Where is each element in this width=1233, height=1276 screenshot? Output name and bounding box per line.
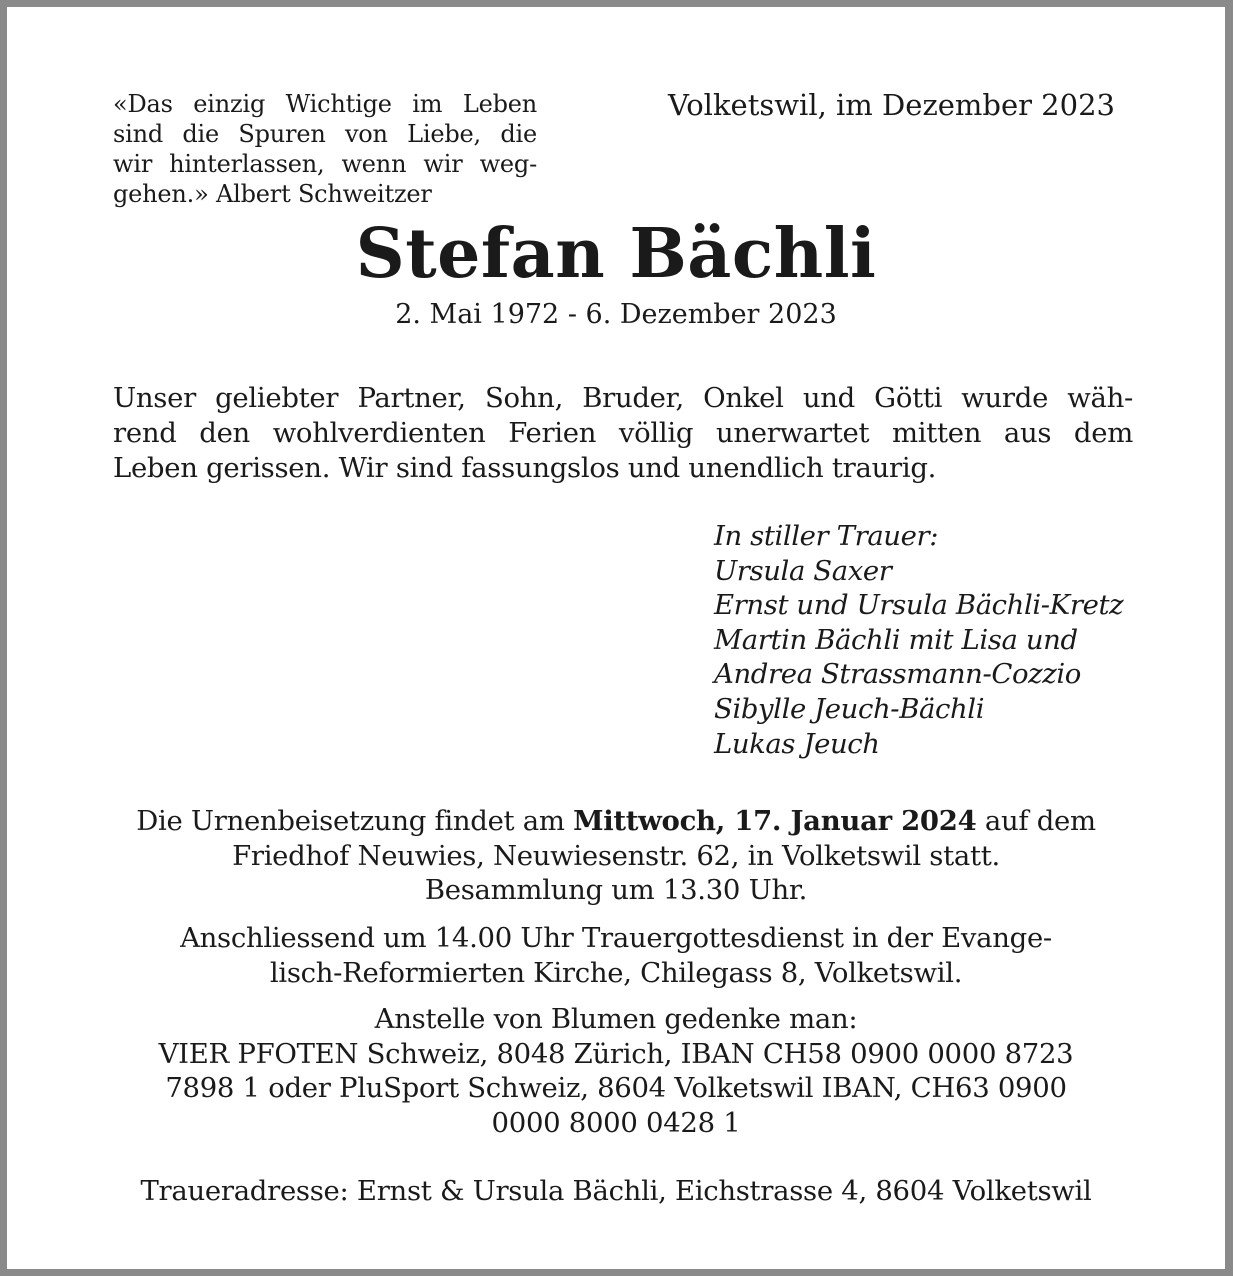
mourner-name: Andrea Strassmann-Cozzio [714, 658, 1081, 691]
mourner-name: Ernst und Ursula Bächli-Kretz [714, 589, 1124, 622]
mourning-address [97, 1174, 1135, 1209]
donation-info [97, 1002, 1135, 1140]
service-line-1: Anschliessend um 14.00 Uhr Trauergottesdienst in der Evange- [180, 922, 1052, 954]
ceremony-date: Mittwoch, 17. Januar 2024 [573, 805, 977, 837]
message-line-1: Unser geliebter Partner, Sohn, Bruder, Onkel und Götti wurde wäh- [113, 382, 1133, 414]
place-date: Volketswil, im Dezember 2023 [667, 88, 1115, 122]
quote-line-1: «Das einzig Wichtige im Leben [113, 90, 537, 118]
message [113, 381, 1133, 486]
ceremony-line-3: Besammlung um 13.30 Uhr. [424, 874, 808, 906]
quote-line-3: wir hinterlassen, wenn wir weg- [113, 150, 537, 178]
ceremony-post: auf dem [976, 805, 1096, 837]
donation-line-2: VIER PFOTEN Schweiz, 8048 Zürich, IBAN CH58 0900 0000 8723 [158, 1037, 1074, 1070]
service-info [97, 921, 1135, 990]
donation-line-4: 0000 8000 0428 1 [491, 1106, 741, 1139]
mourners-heading: In stiller Trauer: [714, 520, 939, 552]
ceremony-pre: Die Urnenbeisetzung findet am [136, 805, 574, 837]
address-line: Traueradresse: Ernst & Ursula Bächli, Eichstrasse 4, 8604 Volketswil [140, 1175, 1092, 1207]
mourner-name: Ursula Saxer [714, 554, 892, 587]
mourner-name: Sibylle Jeuch-Bächli [714, 692, 985, 725]
ceremony-info [97, 804, 1135, 908]
quote-line-2: sind die Spuren von Liebe, die [113, 120, 537, 148]
deceased-name: Stefan Bächli [355, 214, 877, 294]
quote-line-4: gehen.» Albert Schweitzer [113, 180, 432, 208]
donation-line-1: Anstelle von Blumen gedenke man: [374, 1003, 858, 1035]
mourner-name: Lukas Jeuch [714, 727, 880, 760]
donation-line-3: 7898 1 oder PluSport Schweiz, 8604 Volketswil IBAN, CH63 0900 [165, 1072, 1067, 1104]
life-dates: 2. Mai 1972 - 6. Dezember 2023 [395, 299, 837, 330]
quote [113, 89, 537, 209]
message-line-2: rend den wohlverdienten Ferien völlig unerwartet mitten aus dem [113, 417, 1133, 449]
mourners-list [714, 519, 1123, 761]
ceremony-line-1 [97, 804, 1135, 839]
message-line-3: Leben gerissen. Wir sind fassungslos und unendlich traurig. [113, 452, 937, 484]
ceremony-line-2: Friedhof Neuwies, Neuwiesenstr. 62, in Volketswil statt. [232, 839, 1000, 872]
mourner-name: Martin Bächli mit Lisa und [714, 623, 1078, 656]
service-line-2: lisch-Reformierten Kirche, Chilegass 8, Volketswil. [269, 956, 963, 989]
